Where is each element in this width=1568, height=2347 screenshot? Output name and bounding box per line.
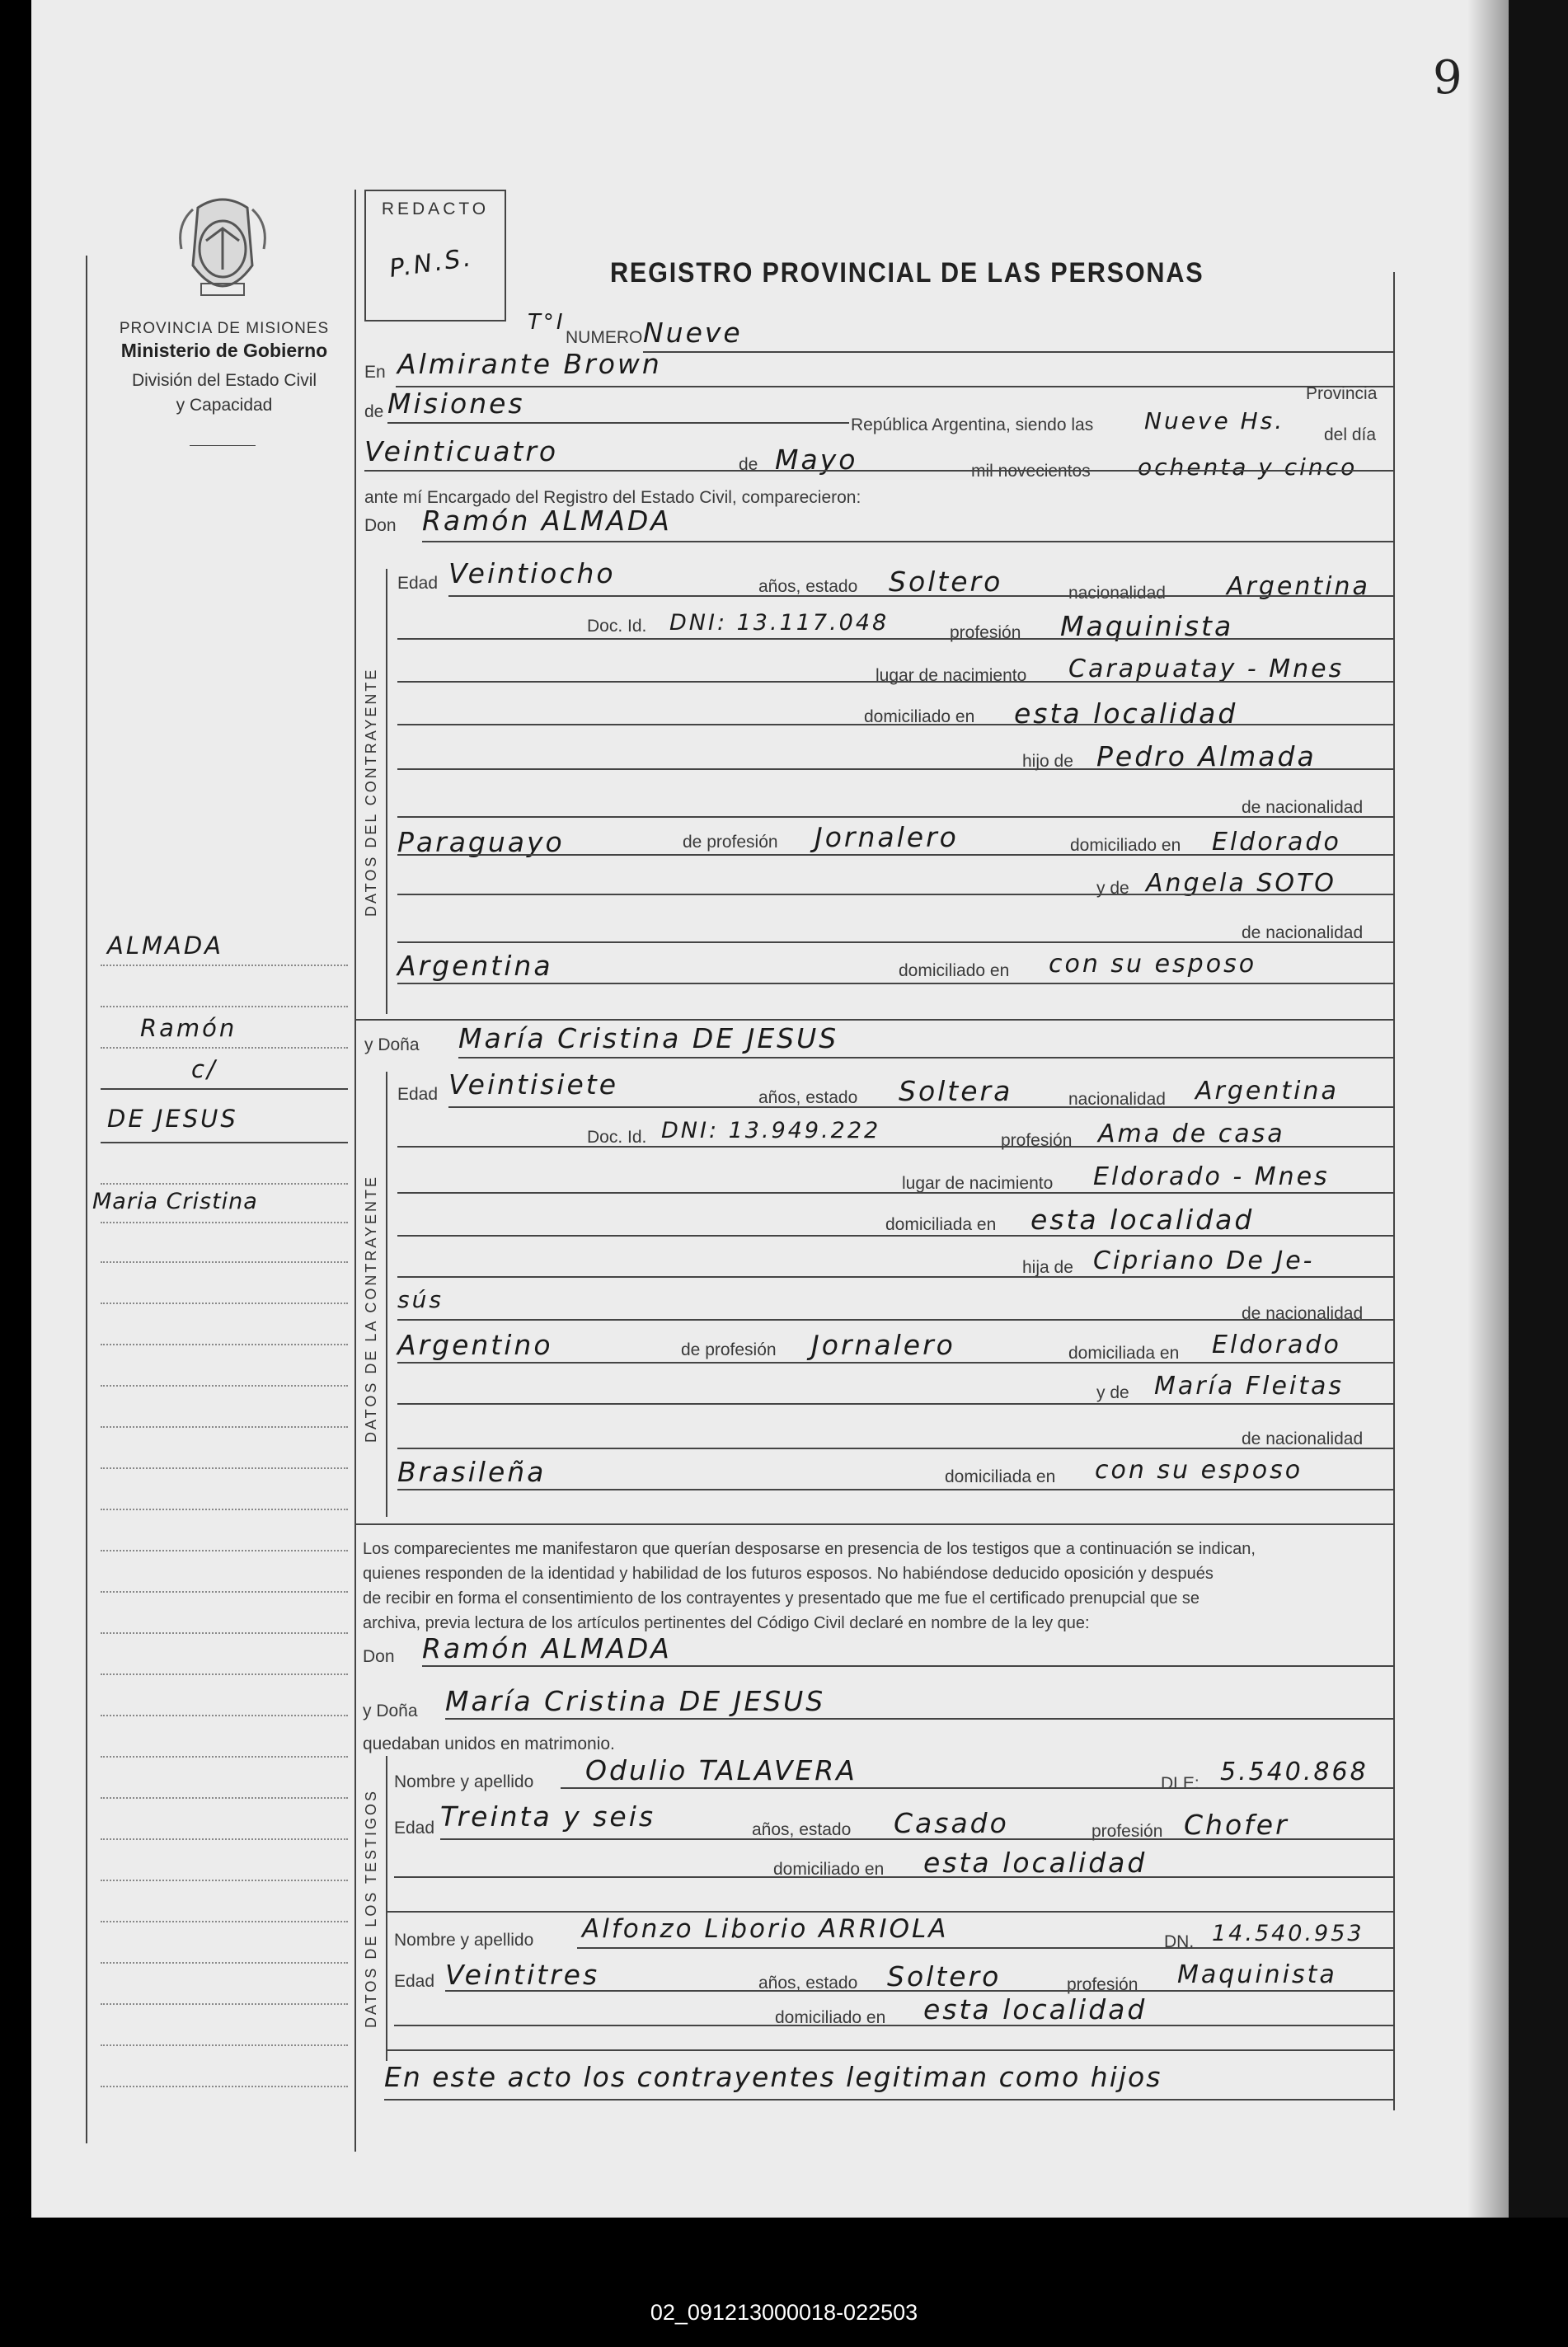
groom-estado: Soltero — [889, 566, 1003, 598]
groom-doc-label: Doc. Id. — [587, 617, 647, 636]
declaration-line-2: quienes responden de la identidad y habilidad de los futuros esposos. No habiéndose deducido oposición y después — [363, 1565, 1214, 1583]
w2-doc: 14.540.953 — [1212, 1921, 1364, 1946]
provincia-label: Provincia — [1306, 384, 1378, 403]
provincia-value: Misiones — [387, 387, 525, 420]
w2-profesion-label: profesión — [1067, 1975, 1138, 1994]
bride-dona-label: y Doña — [364, 1035, 420, 1054]
groom-edad-label: Edad — [397, 574, 439, 593]
bride-padre-prof: Jornalero — [811, 1329, 955, 1361]
w2-nombre-label: Nombre y apellido — [394, 1931, 534, 1950]
bride-profesion-label: profesión — [1001, 1131, 1073, 1150]
groom-domicilio-label: domiciliado en — [864, 707, 975, 726]
groom-nac-label: nacionalidad — [1068, 584, 1166, 603]
numero-label: NUMERO — [566, 328, 643, 347]
mil-label: mil novecientos — [971, 462, 1091, 481]
margin-note-connector: c/ — [191, 1055, 218, 1083]
groom-section-label: DATOS DEL CONTRAYENTE — [363, 667, 379, 917]
bride-doc: DNI: 13.949.222 — [661, 1118, 881, 1143]
w1-doc: 5.540.868 — [1220, 1758, 1368, 1786]
book-spine — [1509, 0, 1568, 2218]
w2-edad: Veintitres — [445, 1959, 600, 1991]
declaration-line-3: de recibir en forma el consentimiento de los contrayentes y presentado que me fue el certificado prenupcial que se — [363, 1589, 1200, 1608]
bride-padre-cont: sús — [397, 1286, 444, 1313]
margin-note-surname: ALMADA — [107, 932, 224, 960]
lugar-value: Almirante Brown — [397, 348, 662, 380]
republica-label: República Argentina, siendo las — [851, 415, 1094, 434]
w2-edad-label: Edad — [394, 1972, 435, 1991]
w1-edad-label: Edad — [394, 1819, 435, 1838]
bride-domicilio: esta localidad — [1030, 1204, 1255, 1236]
redacto-stamp — [364, 190, 506, 322]
witness-section-label: DATOS DE LOS TESTIGOS — [363, 1788, 379, 2028]
groom-doc: DNI: 13.117.048 — [669, 610, 890, 636]
bride-domicilio-label: domiciliada en — [885, 1215, 997, 1234]
bride-padre-nac-label: de nacionalidad — [1242, 1304, 1364, 1323]
del-dia-label: del día — [1324, 425, 1377, 444]
act-number: Nueve — [643, 317, 743, 349]
de-label: de — [364, 402, 384, 421]
decl-closing: quedaban unidos en matrimonio. — [363, 1734, 615, 1753]
bride-lugar-nac: Eldorado - Mnes — [1093, 1162, 1330, 1191]
anio-value: ochenta y cinco — [1138, 453, 1358, 481]
bride-estado-label: años, estado — [758, 1088, 858, 1107]
w1-edad: Treinta y seis — [440, 1800, 656, 1833]
bride-padre-dom-label: domiciliada en — [1068, 1344, 1180, 1363]
decl-dona-label: y Doña — [363, 1702, 418, 1720]
hora-value: Nueve Hs. — [1144, 407, 1285, 434]
margin-note-name: Ramón — [140, 1014, 237, 1042]
w1-nombre: Odulio TALAVERA — [585, 1754, 857, 1786]
groom-madre: Angela SOTO — [1146, 869, 1336, 898]
de-mes-label: de — [739, 455, 758, 474]
w1-domicilio: esta localidad — [923, 1847, 1148, 1879]
groom-estado-label: años, estado — [758, 577, 858, 596]
bride-padre-dom: Eldorado — [1212, 1331, 1341, 1359]
mes-value: Mayo — [775, 444, 858, 476]
declaration-line-4: archiva, previa lectura de los artículos pertinentes del Código Civil declaré en nombre de la ley que: — [363, 1614, 1090, 1632]
margin-note-name-2: Maria Cristina — [92, 1189, 258, 1214]
groom-padre: Pedro Almada — [1096, 740, 1317, 772]
groom-nacionalidad: Argentina — [1227, 572, 1370, 601]
bride-hija-label: hija de — [1022, 1258, 1073, 1277]
groom-madre-nac: Argentina — [397, 950, 553, 982]
stamp-label: REDACTO — [381, 199, 490, 218]
bride-section-border — [386, 1072, 387, 1517]
w2-doc-label: DN. — [1164, 1932, 1195, 1951]
groom-padre-dom: Eldorado — [1212, 828, 1341, 857]
witness-section-border — [386, 1756, 387, 2061]
groom-lugar-nac: Carapuatay - Mnes — [1068, 655, 1345, 683]
decl-dona: María Cristina DE JESUS — [445, 1685, 826, 1717]
groom-y-de-label: y de — [1096, 879, 1129, 898]
document-title: REGISTRO PROVINCIAL DE LAS PERSONAS — [610, 257, 1204, 289]
groom-padre-dom-label: domiciliado en — [1070, 836, 1181, 855]
groom-padre-nac-label: de nacionalidad — [1242, 798, 1364, 817]
w1-profesion: Chofer — [1184, 1809, 1289, 1841]
sidebar-division-1: División del Estado Civil — [131, 371, 317, 390]
bride-madre-dom: con su esposo — [1095, 1456, 1303, 1485]
scan-identifier: 02_091213000018-022503 — [650, 2300, 918, 2325]
w1-estado-label: años, estado — [752, 1820, 852, 1839]
groom-padre-prof: Jornalero — [815, 821, 959, 853]
w1-profesion-label: profesión — [1091, 1822, 1163, 1841]
sidebar-ministry: Ministerio de Gobierno — [120, 340, 328, 361]
bride-estado: Soltera — [899, 1075, 1013, 1107]
groom-profesion: Maquinista — [1060, 610, 1234, 642]
groom-padre-prof-label: de profesión — [683, 833, 778, 852]
province-emblem-icon — [173, 191, 272, 307]
w2-domicilio-label: domiciliado en — [775, 2008, 886, 2027]
dia-value: Veinticuatro — [364, 435, 559, 467]
bride-edad: Veintisiete — [448, 1068, 619, 1101]
groom-madre-dom-label: domiciliado en — [899, 961, 1010, 980]
w2-nombre: Alfonzo Liborio ARRIOLA — [582, 1914, 949, 1944]
declaration-line-1: Los comparecientes me manifestaron que querían desposarse en presencia de los testigos que a continuación se indican, — [363, 1540, 1256, 1558]
w2-domicilio: esta localidad — [923, 1993, 1148, 2025]
decl-don-label: Don — [363, 1647, 395, 1666]
groom-padre-nac: Paraguayo — [397, 826, 565, 858]
page-gutter-shadow — [1467, 0, 1509, 2218]
groom-madre-dom: con su esposo — [1049, 950, 1257, 979]
w2-estado: Soltero — [887, 1960, 1002, 1993]
w1-doc-label: DLE: — [1161, 1774, 1199, 1793]
bride-madre: María Fleitas — [1154, 1372, 1345, 1401]
ante-text: ante mí Encargado del Registro del Estado Civil, comparecieron: — [364, 488, 861, 507]
tomo-value: T°I — [528, 310, 566, 335]
sidebar-province: PROVINCIA DE MISIONES — [119, 320, 330, 337]
w2-estado-label: años, estado — [758, 1974, 858, 1993]
groom-section-border — [386, 569, 387, 1014]
w2-profesion: Maquinista — [1177, 1960, 1337, 1989]
sidebar-division-2: y Capacidad — [176, 396, 273, 415]
page-number: 9 — [1433, 51, 1462, 105]
bride-y-de-label: y de — [1096, 1383, 1129, 1402]
groom-profesion-label: profesión — [950, 623, 1021, 642]
bride-nac-label: nacionalidad — [1068, 1090, 1166, 1109]
bride-padre-nac: Argentino — [397, 1329, 553, 1361]
bride-section-label: DATOS DE LA CONTRAYENTE — [363, 1174, 379, 1443]
groom-madre-nac-label: de nacionalidad — [1242, 923, 1364, 942]
sidebar-divider — [190, 445, 256, 446]
don-label: Don — [364, 516, 397, 535]
bride-padre-prof-label: de profesión — [681, 1340, 777, 1359]
stamp-initials: P.N.S. — [387, 243, 476, 284]
groom-edad: Veintiocho — [448, 557, 616, 589]
bride-madre-nac-label: de nacionalidad — [1242, 1429, 1364, 1448]
bride-madre-dom-label: domiciliada en — [945, 1467, 1056, 1486]
final-note: En este acto los contrayentes legitiman como hijos — [384, 2061, 1162, 2093]
w1-domicilio-label: domiciliado en — [773, 1860, 885, 1879]
bride-padre: Cipriano De Je- — [1093, 1246, 1315, 1275]
bride-doc-label: Doc. Id. — [587, 1128, 647, 1147]
w1-nombre-label: Nombre y apellido — [394, 1772, 534, 1791]
groom-domicilio: esta localidad — [1014, 697, 1238, 730]
form-right-border — [1393, 272, 1395, 2110]
bride-nacionalidad: Argentina — [1195, 1077, 1339, 1105]
contrayente-value: Ramón ALMADA — [422, 505, 672, 537]
en-label: En — [364, 363, 386, 382]
groom-hijo-label: hijo de — [1022, 752, 1073, 771]
sidebar-border — [86, 256, 87, 2143]
bride-edad-label: Edad — [397, 1085, 439, 1104]
margin-note-surname-2: DE JESUS — [107, 1105, 238, 1133]
form-left-border — [354, 190, 356, 2152]
groom-lugar-nac-label: lugar de nacimiento — [876, 666, 1027, 685]
bride-madre-nac: Brasileña — [397, 1456, 547, 1488]
decl-don: Ramón ALMADA — [422, 1632, 672, 1664]
bride-lugar-nac-label: lugar de nacimiento — [902, 1174, 1054, 1193]
bride-nombre: María Cristina DE JESUS — [458, 1022, 839, 1054]
bride-profesion: Ama de casa — [1098, 1120, 1285, 1148]
w1-estado: Casado — [894, 1807, 1009, 1839]
